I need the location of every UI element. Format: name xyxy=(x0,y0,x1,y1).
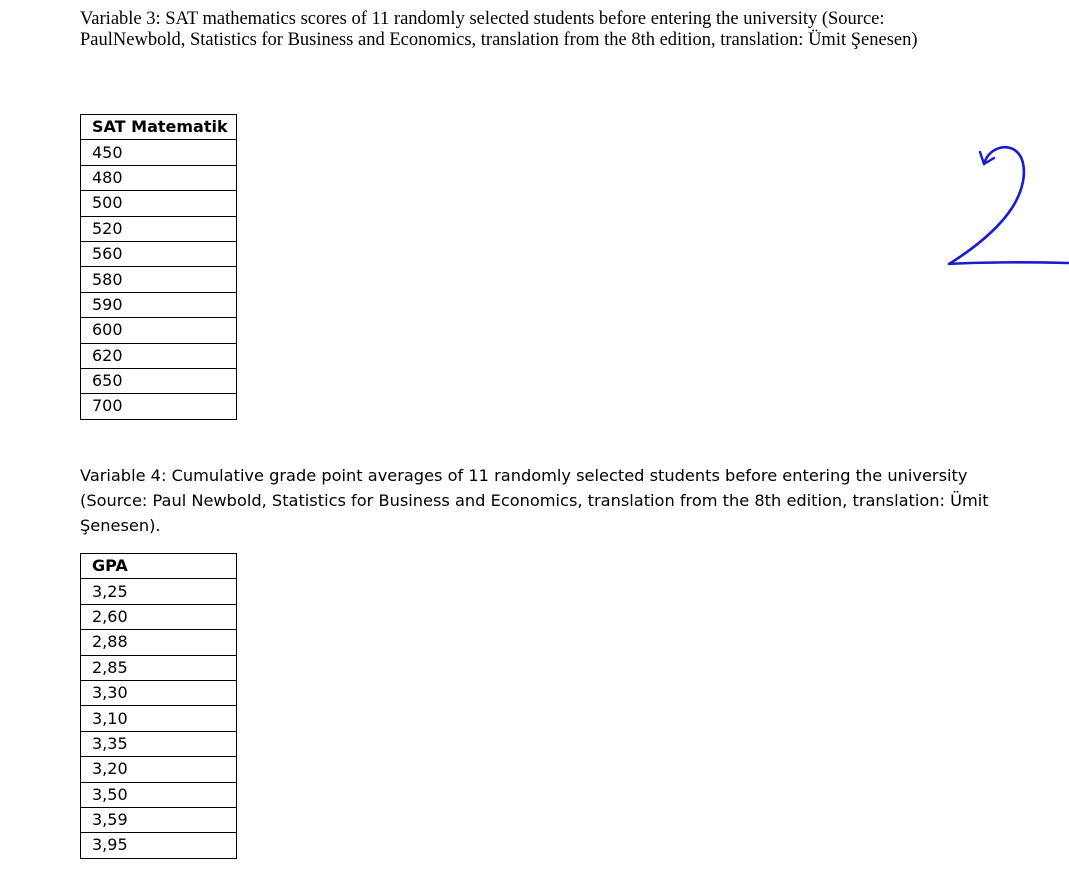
table-cell: 3,30 xyxy=(81,680,237,705)
table-row xyxy=(81,241,237,266)
table-row xyxy=(81,318,237,343)
handwritten-2-annotation xyxy=(940,138,1069,273)
table-row xyxy=(81,191,237,216)
gpa-table xyxy=(80,553,237,859)
table-row xyxy=(81,655,237,680)
table-cell: 2,88 xyxy=(81,630,237,655)
gpa-column-header: GPA xyxy=(81,554,237,579)
table-row xyxy=(81,807,237,832)
table-cell: 600 xyxy=(81,318,237,343)
variable-4-description: Variable 4: Cumulative grade point averages of 11 randomly selected students before entering the university (Source: Paul Newbold, Statistics for Business and Economics, translation from the 8th edition, translation: Ümit Şenesen). xyxy=(80,466,989,535)
table-cell: 500 xyxy=(81,191,237,216)
sat-scores-table xyxy=(80,114,237,420)
table-cell: 3,20 xyxy=(81,757,237,782)
table-cell: 650 xyxy=(81,368,237,393)
table-row xyxy=(81,680,237,705)
table-row xyxy=(81,140,237,165)
variable-3-description: Variable 3: SAT mathematics scores of 11 randomly selected students before entering the university (Source: PaulNewbold, Statistics for Business and Economics, translation from the 8th edition, translation: Ümit Şenesen) xyxy=(80,9,918,50)
table-cell: 2,85 xyxy=(81,655,237,680)
table-row xyxy=(81,706,237,731)
table-row xyxy=(81,216,237,241)
table-cell: 450 xyxy=(81,140,237,165)
table-header-row xyxy=(81,554,237,579)
table-cell: 3,25 xyxy=(81,579,237,604)
table-row xyxy=(81,604,237,629)
table-cell: 3,50 xyxy=(81,782,237,807)
table-cell: 3,95 xyxy=(81,833,237,858)
table-row xyxy=(81,165,237,190)
table-cell: 520 xyxy=(81,216,237,241)
table-row xyxy=(81,368,237,393)
table-cell: 2,60 xyxy=(81,604,237,629)
table-row xyxy=(81,292,237,317)
table-row xyxy=(81,343,237,368)
table-row xyxy=(81,579,237,604)
table-cell: 3,10 xyxy=(81,706,237,731)
table-row xyxy=(81,731,237,756)
sat-column-header: SAT Matematik xyxy=(81,115,237,140)
table-cell: 620 xyxy=(81,343,237,368)
table-row xyxy=(81,630,237,655)
table-header-row xyxy=(81,115,237,140)
table-cell: 3,59 xyxy=(81,807,237,832)
table-cell: 560 xyxy=(81,241,237,266)
table-cell: 480 xyxy=(81,165,237,190)
table-cell: 3,35 xyxy=(81,731,237,756)
table-cell: 580 xyxy=(81,267,237,292)
table-row xyxy=(81,267,237,292)
handwritten-2-stroke xyxy=(949,147,1068,264)
table-row xyxy=(81,833,237,858)
table-row xyxy=(81,757,237,782)
table-cell: 590 xyxy=(81,292,237,317)
table-row xyxy=(81,394,237,419)
table-row xyxy=(81,782,237,807)
table-cell: 700 xyxy=(81,394,237,419)
